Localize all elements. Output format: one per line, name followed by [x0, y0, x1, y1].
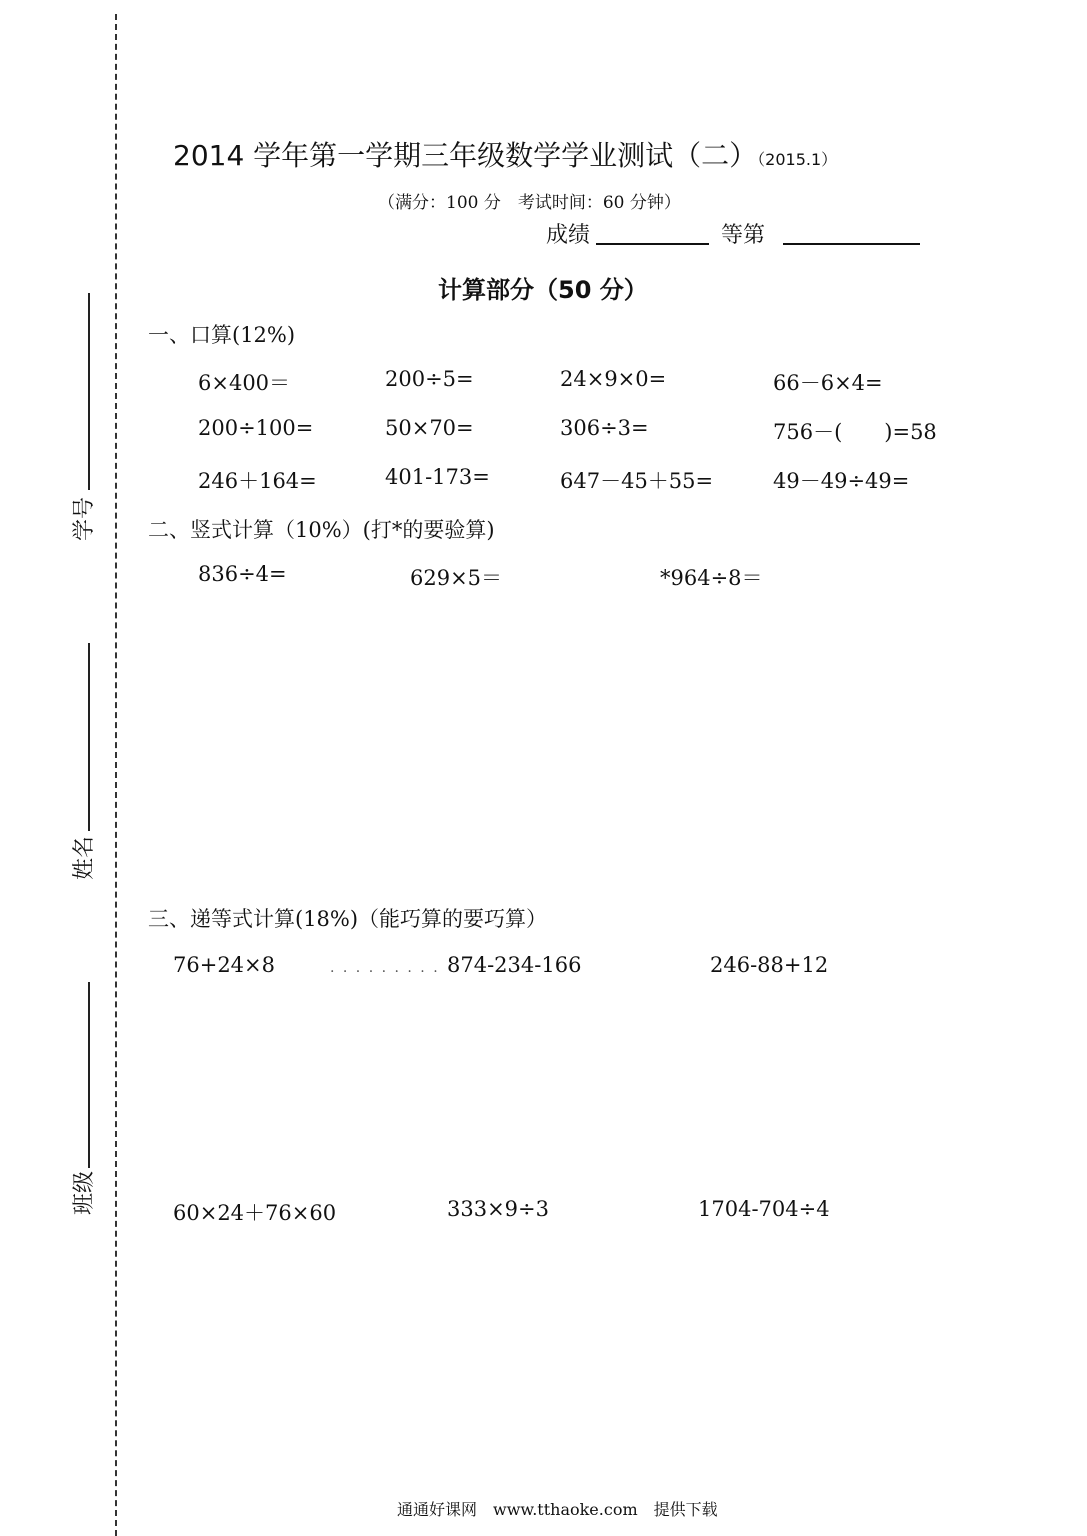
stepwise-problem: 874-234-166 — [447, 953, 582, 977]
vertical-problem: *964÷8＝ — [660, 566, 763, 590]
vertical-problem: 836÷4= — [198, 562, 287, 586]
stepwise-problem: 333×9÷3 — [447, 1197, 549, 1221]
grade-label: 等第 — [721, 223, 766, 248]
oral-problem: 66－6×4= — [773, 371, 883, 395]
dot-leader: . . . . . . . . . — [330, 960, 440, 976]
oral-problem: 50×70= — [385, 416, 474, 440]
vertical-problem: 629×5＝ — [410, 566, 503, 590]
oral-problem: 306÷3= — [560, 416, 649, 440]
oral-problem: 401-173= — [385, 465, 490, 489]
exam-title-text: 2014 学年第一学期三年级数学学业测试（二） — [173, 139, 758, 172]
student-id-label: 学号 — [72, 496, 97, 541]
exam-subtitle: （满分：100 分 考试时间：60 分钟） — [378, 193, 681, 213]
stepwise-problem: 60×24＋76×60 — [173, 1201, 337, 1225]
stepwise-problem: 76+24×8 — [173, 953, 275, 977]
oral-problem: 49－49÷49= — [773, 469, 910, 493]
score-label: 成绩 — [546, 223, 591, 248]
oral-problem: 200÷5= — [385, 367, 474, 391]
class-label: 班级 — [72, 1170, 97, 1215]
section-title: 计算部分（50 分） — [438, 276, 648, 304]
oral-problem: 647－45＋55= — [560, 469, 714, 493]
stepwise-problem: 1704-704÷4 — [698, 1197, 830, 1221]
name-blank — [88, 643, 90, 831]
oral-problem: 200÷100= — [198, 416, 314, 440]
score-blank — [596, 243, 709, 245]
oral-problem: 756－( )=58 — [773, 420, 937, 444]
part1-heading: 一、口算(12%) — [148, 323, 296, 347]
binding-dashed-line — [115, 14, 117, 1536]
oral-problem: 24×9×0= — [560, 367, 667, 391]
student-id-blank — [88, 293, 90, 490]
part3-heading: 三、递等式计算(18%)（能巧算的要巧算） — [148, 907, 548, 931]
footer-text: 通通好课网 www.tthaoke.com 提供下载 — [397, 1500, 718, 1519]
name-label: 姓名 — [72, 835, 97, 880]
exam-date: （2015.1） — [757, 150, 838, 169]
exam-title — [173, 134, 837, 174]
class-blank — [88, 982, 90, 1168]
grade-blank — [783, 243, 920, 245]
oral-problem: 246＋164= — [198, 469, 317, 493]
part2-heading: 二、竖式计算（10%）(打*的要验算) — [148, 518, 495, 542]
stepwise-problem: 246-88+12 — [710, 953, 829, 977]
oral-problem: 6×400＝ — [198, 371, 291, 395]
